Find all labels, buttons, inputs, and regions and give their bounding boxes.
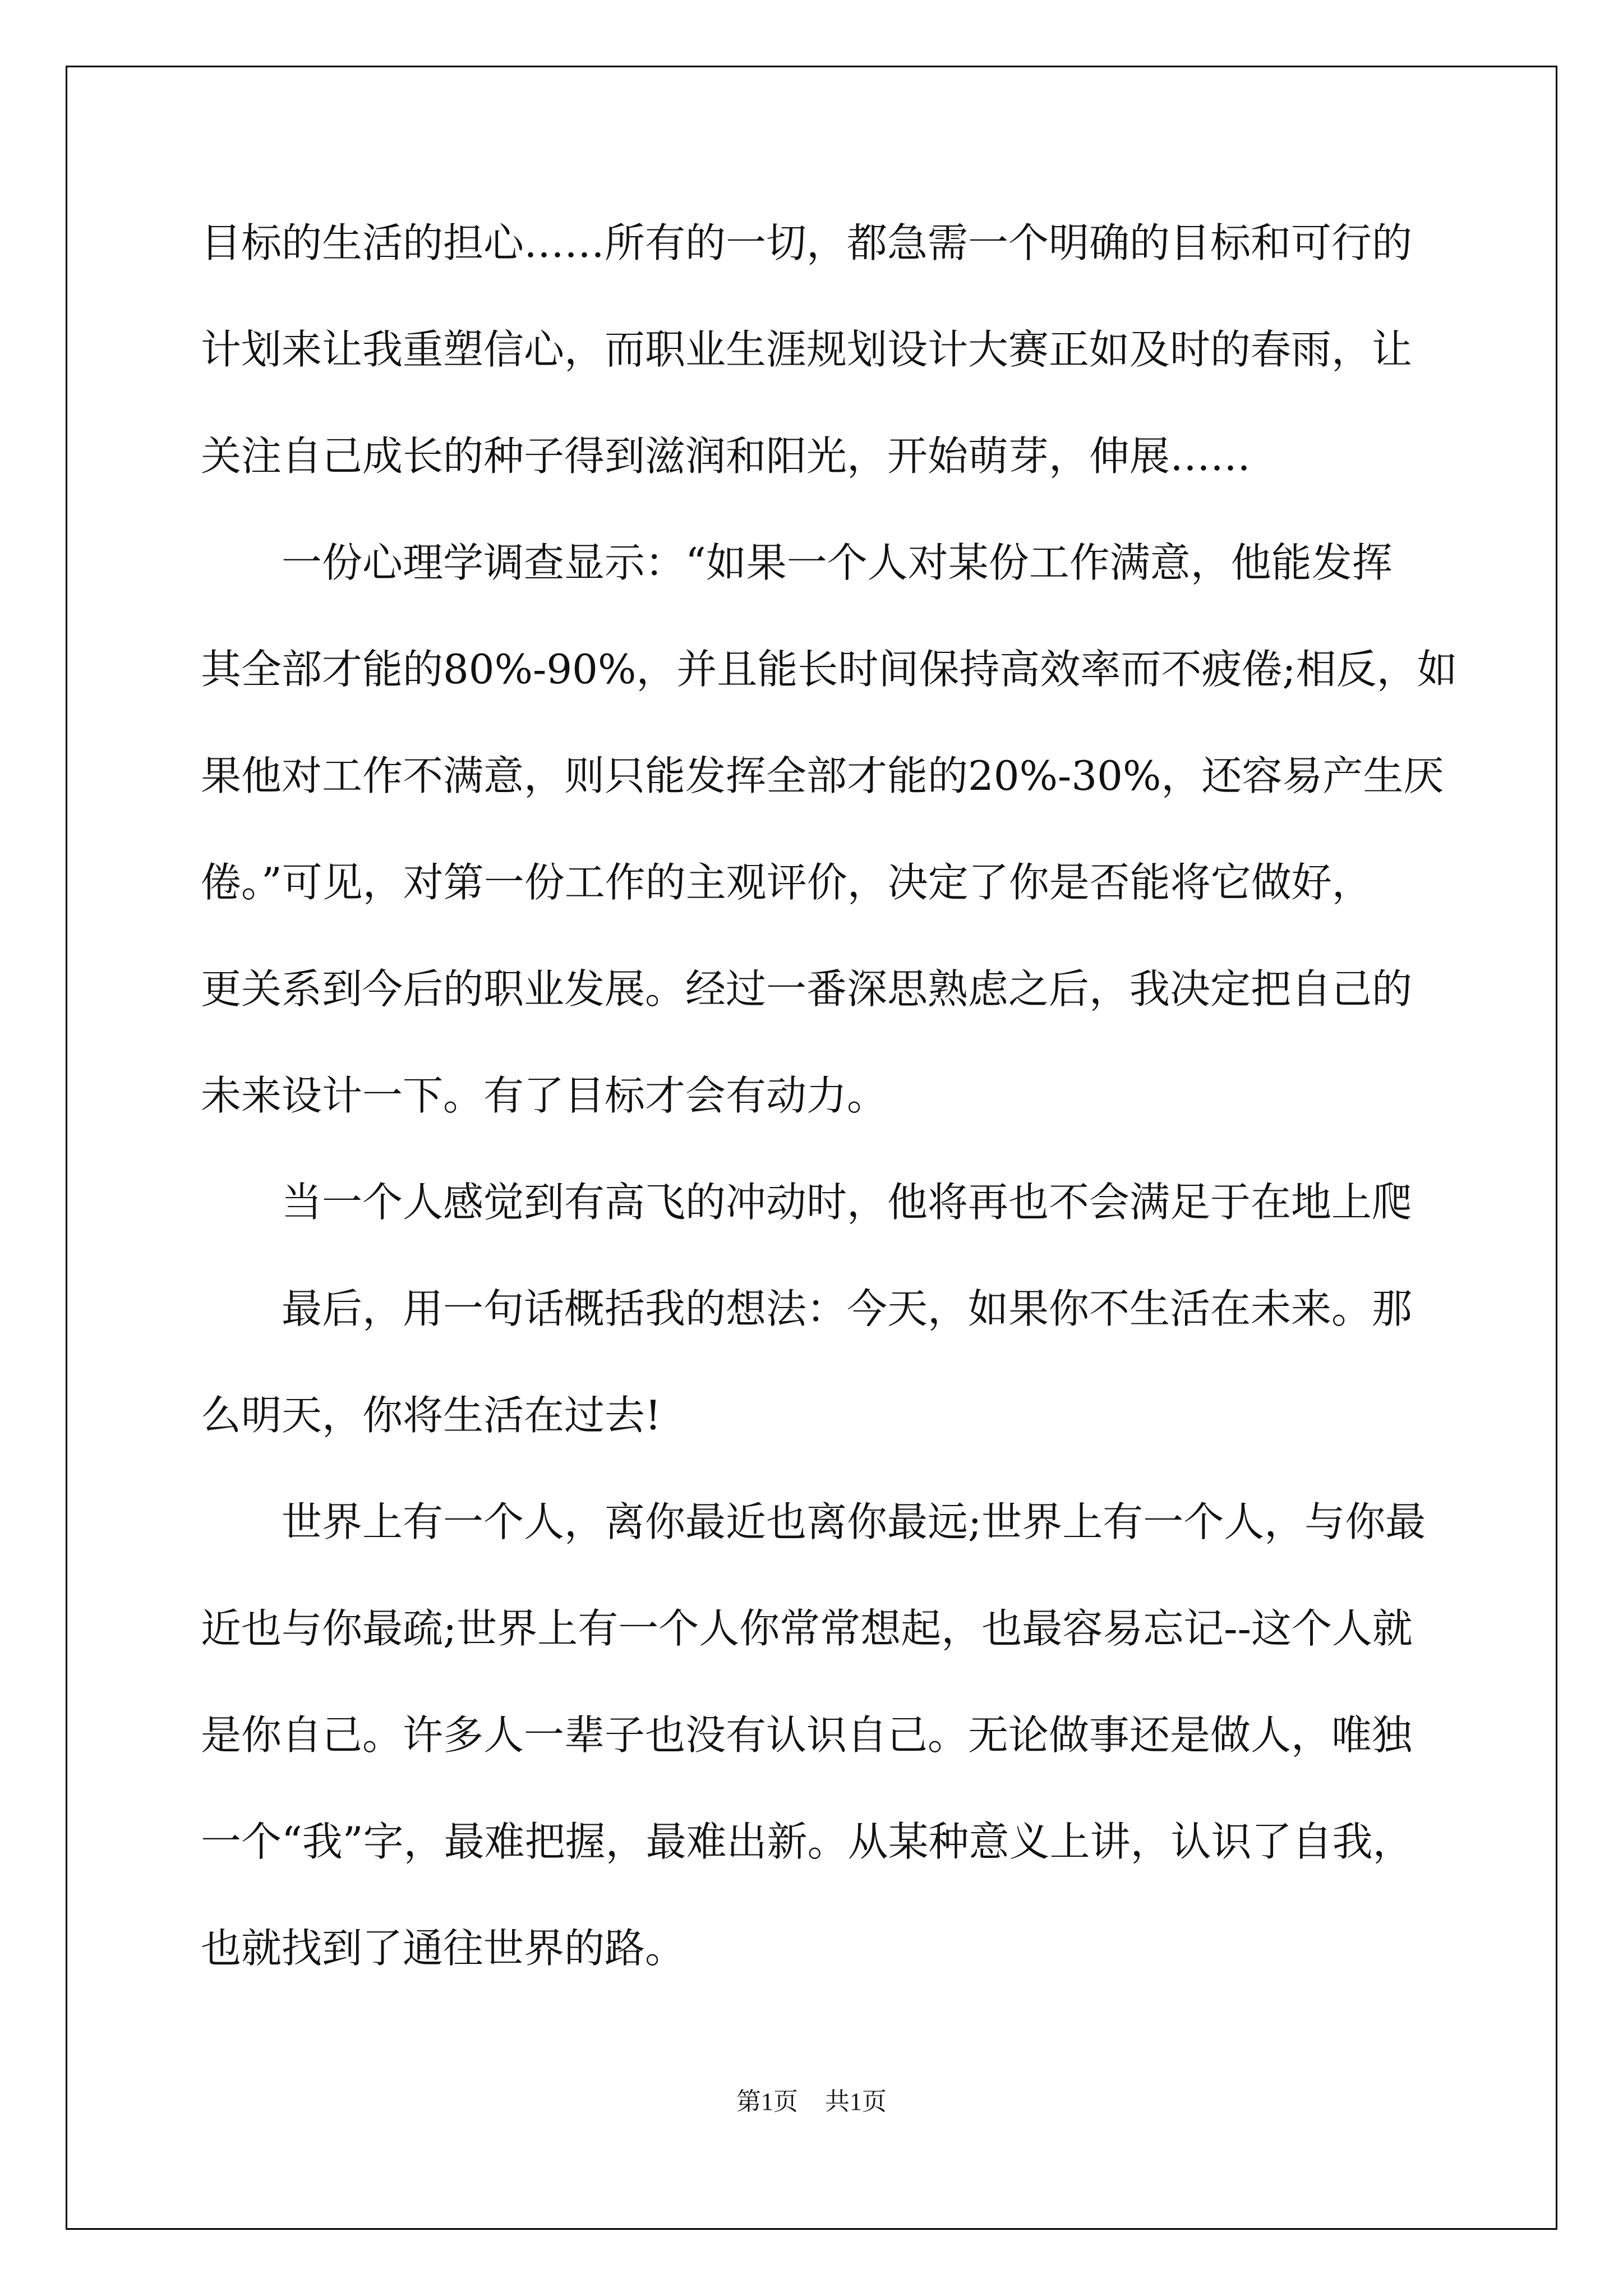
total-pages: 共1页 bbox=[825, 2088, 887, 2115]
text-line: 最后，用一句话概括我的想法：今天，如果你不生活在未来。那 bbox=[282, 1285, 1413, 1332]
text-line: 目标的生活的担心……所有的一切，都急需一个明确的目标和可行的 bbox=[201, 219, 1413, 266]
text-line: 是你自己。许多人一辈子也没有认识自己。无论做事还是做人，唯独 bbox=[201, 1711, 1413, 1759]
document-body bbox=[201, 215, 1458, 2027]
text-line: 近也与你最疏;世界上有一个人你常常想起，也最容易忘记--这个人就 bbox=[201, 1605, 1413, 1652]
text-line: 世界上有一个人，离你最近也离你最远;世界上有一个人，与你最 bbox=[282, 1498, 1426, 1545]
text-line: 计划来让我重塑信心，而职业生涯规划设计大赛正如及时的春雨，让 bbox=[201, 326, 1413, 373]
text-line: 未来设计一下。有了目标才会有动力。 bbox=[201, 1072, 888, 1119]
text-line: 倦。”可见，对第一份工作的主观评价，决定了你是否能将它做好， bbox=[201, 859, 1372, 906]
text-line: 其全部才能的80%-90%，并且能长时间保持高效率而不疲倦;相反，如 bbox=[201, 646, 1458, 693]
text-line: 更关系到今后的职业发展。经过一番深思熟虑之后，我决定把自己的 bbox=[201, 965, 1413, 1013]
text-line: 果他对工作不满意，则只能发挥全部才能的20%-30%，还容易产生厌 bbox=[201, 752, 1444, 799]
text-line: 关注自己成长的种子得到滋润和阳光，开始萌芽，伸展…… bbox=[201, 432, 1251, 480]
page-footer bbox=[0, 2081, 1623, 2117]
text-line: 么明天，你将生活在过去! bbox=[201, 1392, 661, 1439]
text-line: 一个“我”字，最难把握，最难出新。从某种意义上讲，认识了自我， bbox=[201, 1818, 1413, 1865]
text-line: 也就找到了通往世界的路。 bbox=[201, 1925, 686, 1972]
text-line: 当一个人感觉到有高飞的冲动时，他将再也不会满足于在地上爬 bbox=[282, 1179, 1413, 1226]
text-line: 一份心理学调查显示：“如果一个人对某份工作满意，他能发挥 bbox=[282, 539, 1393, 586]
page-number: 第1页 bbox=[736, 2088, 798, 2115]
